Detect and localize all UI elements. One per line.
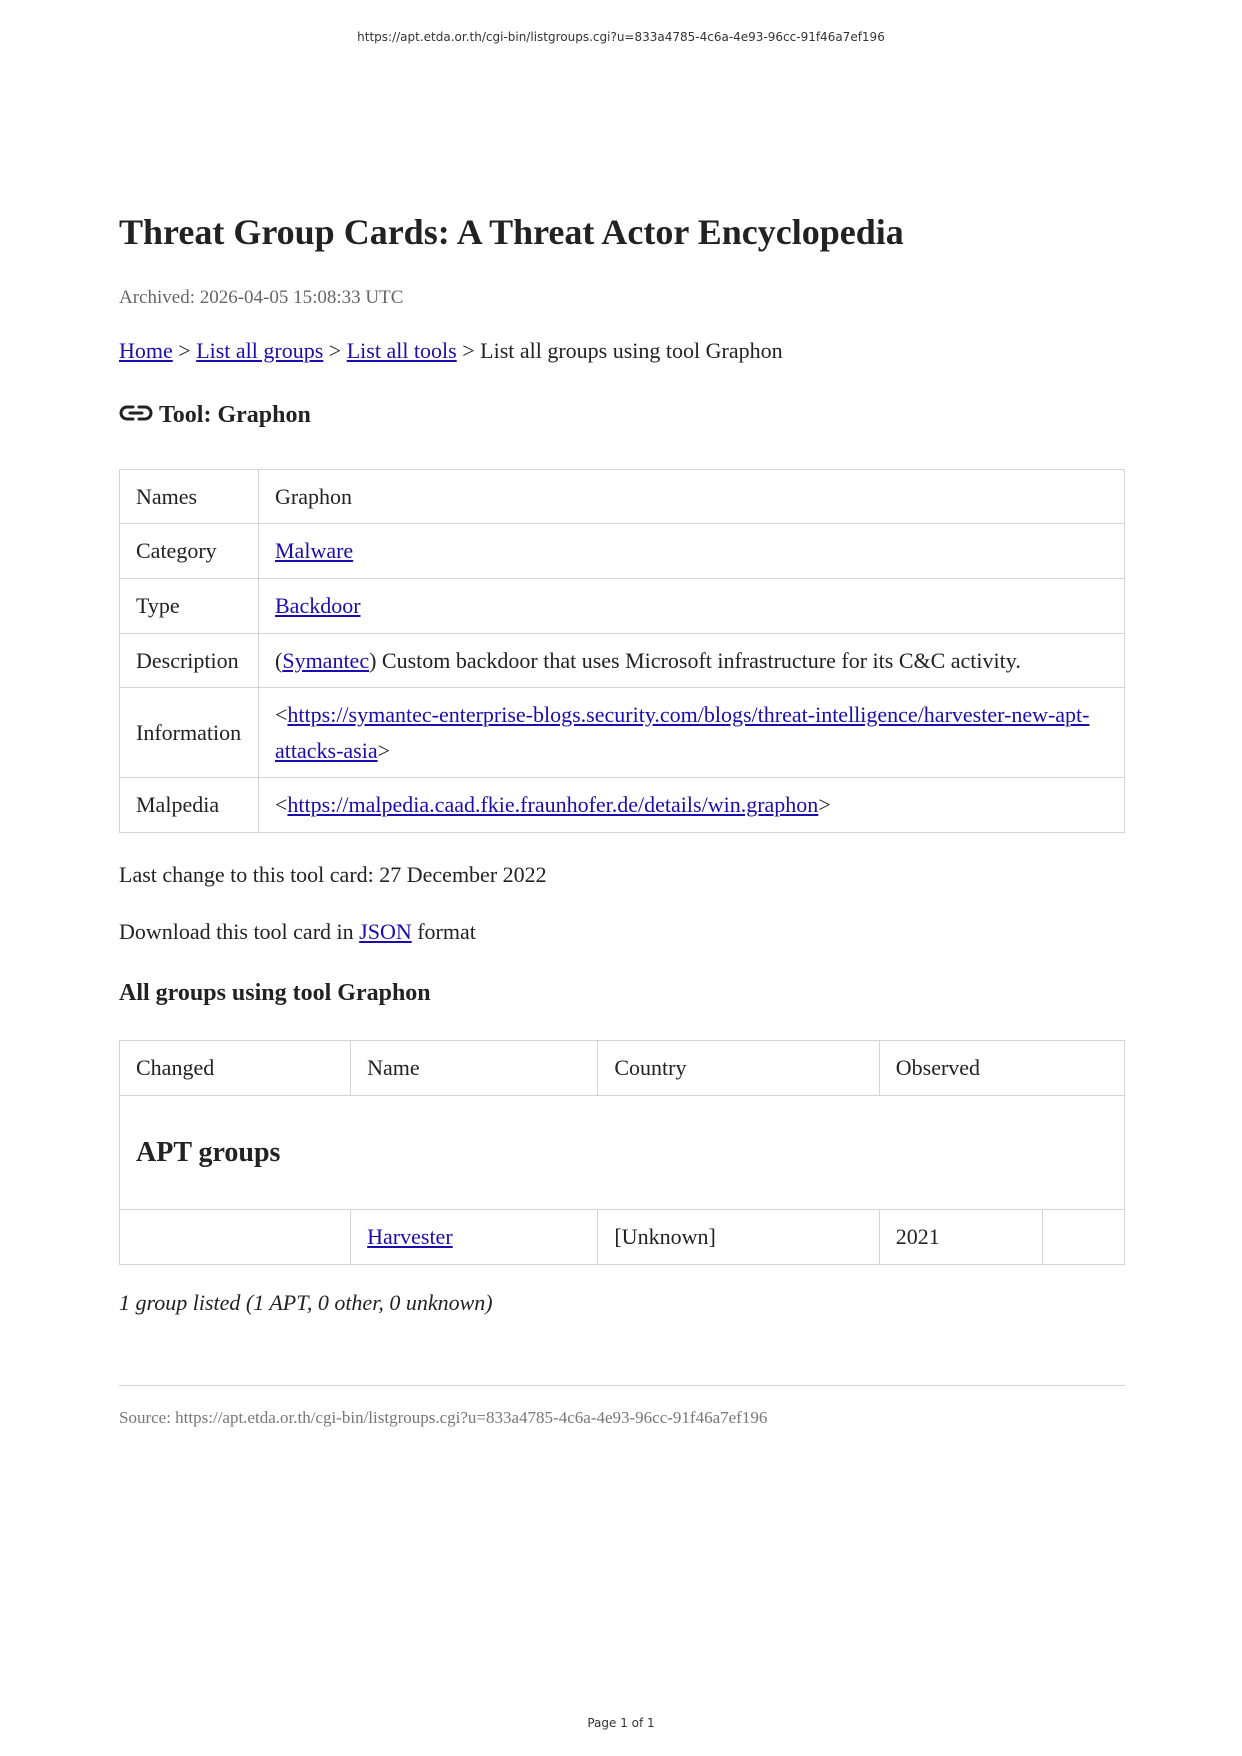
apt-section-row bbox=[120, 1096, 1125, 1210]
group-extra-cell bbox=[1042, 1210, 1124, 1265]
breadcrumb-separator: > bbox=[323, 338, 347, 363]
column-header-observed: Observed bbox=[879, 1041, 1124, 1096]
archived-timestamp: Archived: 2026-04-05 15:08:33 UTC bbox=[119, 287, 404, 308]
group-name-link[interactable]: Harvester bbox=[367, 1224, 453, 1249]
malpedia-row bbox=[120, 778, 1125, 833]
page-number: Page 1 of 1 bbox=[587, 1716, 655, 1730]
groups-summary: 1 group listed (1 APT, 0 other, 0 unknown) bbox=[119, 1290, 493, 1315]
source-url: Source: https://apt.etda.or.th/cgi-bin/listgroups.cgi?u=833a4785-4c6a-4e93-96cc-91f46a7ef196 bbox=[119, 1408, 768, 1427]
group-country-cell: [Unknown] bbox=[598, 1210, 879, 1265]
tool-heading bbox=[119, 402, 311, 429]
column-header-name: Name bbox=[351, 1041, 598, 1096]
download-line bbox=[119, 919, 476, 945]
group-changed-cell bbox=[120, 1210, 351, 1265]
breadcrumb-separator: > bbox=[456, 338, 481, 363]
names-value: Graphon bbox=[259, 470, 1125, 524]
category-row bbox=[120, 524, 1125, 579]
json-download-link[interactable]: JSON bbox=[359, 919, 412, 944]
malpedia-url-link[interactable]: https://malpedia.caad.fkie.fraunhofer.de/details/win.graphon bbox=[287, 792, 819, 817]
column-header-changed: Changed bbox=[120, 1041, 351, 1096]
groups-heading: All groups using tool Graphon bbox=[119, 980, 431, 1006]
last-change-text: Last change to this tool card: 27 December 2022 bbox=[119, 862, 547, 887]
names-label: Names bbox=[120, 470, 259, 524]
breadcrumb-home-link[interactable]: Home bbox=[119, 338, 173, 363]
category-link[interactable]: Malware bbox=[275, 538, 354, 563]
information-open: < bbox=[275, 701, 288, 727]
tool-info-table bbox=[119, 469, 1125, 833]
divider bbox=[119, 1385, 1125, 1386]
type-link[interactable]: Backdoor bbox=[275, 593, 361, 618]
malpedia-label: Malpedia bbox=[120, 778, 259, 833]
page-title: Threat Group Cards: A Threat Actor Encyclopedia bbox=[119, 212, 904, 252]
link-icon bbox=[119, 402, 153, 424]
information-row bbox=[120, 688, 1125, 778]
description-label: Description bbox=[120, 634, 259, 688]
description-cell bbox=[259, 634, 1125, 688]
information-close: > bbox=[377, 737, 391, 763]
category-cell bbox=[259, 524, 1125, 579]
breadcrumb bbox=[119, 338, 783, 364]
print-header-url: https://apt.etda.or.th/cgi-bin/listgroups.cgi?u=833a4785-4c6a-4e93-96cc-91f46a7ef196 bbox=[357, 30, 885, 44]
type-cell bbox=[259, 579, 1125, 634]
names-row bbox=[120, 470, 1125, 524]
malpedia-cell bbox=[259, 778, 1125, 833]
description-source-link[interactable]: Symantec bbox=[282, 647, 370, 673]
groups-table bbox=[119, 1040, 1125, 1265]
group-name-cell bbox=[351, 1210, 598, 1265]
information-cell bbox=[259, 688, 1125, 778]
download-prefix: Download this tool card in bbox=[119, 919, 360, 944]
information-url-link[interactable]: https://symantec-enterprise-blogs.security.com/blogs/threat-intelligence/harvester-new-apt- bbox=[287, 701, 1090, 727]
groups-header-row bbox=[120, 1041, 1125, 1096]
description-text: ) Custom backdoor that uses Microsoft infrastructure for its C&C activity. bbox=[369, 647, 1021, 673]
column-header-country: Country bbox=[598, 1041, 879, 1096]
breadcrumb-all-groups-link[interactable]: List all groups bbox=[196, 338, 324, 363]
information-url-link-continued[interactable]: attacks-asia bbox=[275, 737, 378, 763]
table-row bbox=[120, 1210, 1125, 1265]
breadcrumb-all-tools-link[interactable]: List all tools bbox=[346, 338, 457, 363]
breadcrumb-separator: > bbox=[172, 338, 197, 363]
description-open: ( bbox=[275, 647, 283, 673]
malpedia-close: > bbox=[818, 792, 831, 817]
description-row bbox=[120, 634, 1125, 688]
tool-heading-text: Tool: Graphon bbox=[159, 402, 311, 428]
breadcrumb-current: List all groups using tool Graphon bbox=[480, 338, 783, 363]
type-row bbox=[120, 579, 1125, 634]
malpedia-open: < bbox=[275, 792, 288, 817]
apt-section-title: APT groups bbox=[120, 1096, 1125, 1210]
download-suffix: format bbox=[411, 919, 476, 944]
type-label: Type bbox=[120, 579, 259, 634]
category-label: Category bbox=[120, 524, 259, 579]
group-observed-cell: 2021 bbox=[879, 1210, 1042, 1265]
information-label: Information bbox=[120, 688, 259, 778]
